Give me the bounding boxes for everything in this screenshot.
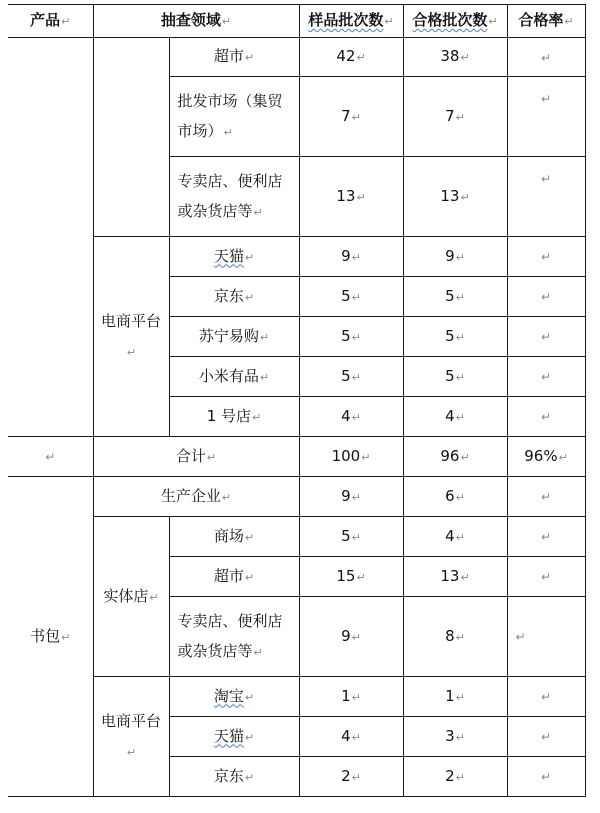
total-product-cell: ↵ <box>8 437 93 477</box>
qualified-cell: 1↵ <box>403 677 507 717</box>
total-row <box>8 437 585 477</box>
table-row <box>8 677 585 717</box>
table-row <box>8 517 585 557</box>
samples-cell: 42↵ <box>299 38 403 77</box>
place-cell: 批发市场（集贸市场）↵ <box>169 77 299 157</box>
qualified-cell: 5↵ <box>403 317 507 357</box>
rate-cell: ↵ <box>507 237 585 277</box>
place-cell: 小米有品↵ <box>169 357 299 397</box>
rate-cell: ↵ <box>507 677 585 717</box>
rate-cell: ↵ <box>507 717 585 757</box>
place-cell: 天猫↵ <box>169 717 299 757</box>
total-samples-cell: 100↵ <box>299 437 403 477</box>
header-sample-batches: 样品批次数↵ <box>299 5 403 38</box>
header-scope: 抽查领域↵ <box>93 5 299 38</box>
place-cell: 天猫↵ <box>169 237 299 277</box>
place-cell: 1 号店↵ <box>169 397 299 437</box>
qualified-cell: 2↵ <box>403 757 507 797</box>
group-b-product-cell: 书包↵ <box>8 477 93 797</box>
samples-cell: 1↵ <box>299 677 403 717</box>
header-qualified-batches: 合格批次数↵ <box>403 5 507 38</box>
samples-cell: 15↵ <box>299 557 403 597</box>
samples-cell: 2↵ <box>299 757 403 797</box>
rate-cell: ↵ <box>507 357 585 397</box>
qualified-cell: 13↵ <box>403 557 507 597</box>
place-cell: 专卖店、便利店或杂货店等↵ <box>169 597 299 677</box>
rate-cell: ↵ <box>507 517 585 557</box>
place-cell: 京东↵ <box>169 757 299 797</box>
place-cell: 京东↵ <box>169 277 299 317</box>
total-qualified-cell: 96↵ <box>403 437 507 477</box>
qualified-cell: 4↵ <box>403 397 507 437</box>
total-label-cell: 合计↵ <box>93 437 299 477</box>
samples-cell: 4↵ <box>299 397 403 437</box>
rate-cell: ↵ <box>507 38 585 77</box>
place-cell: 超市↵ <box>169 38 299 77</box>
group-a-product-cell <box>8 38 93 437</box>
place-cell: 淘宝↵ <box>169 677 299 717</box>
rate-cell: ↵ <box>507 597 585 677</box>
rate-cell: ↵ <box>507 277 585 317</box>
samples-cell: 4↵ <box>299 717 403 757</box>
qualified-cell: 5↵ <box>403 357 507 397</box>
samples-cell: 5↵ <box>299 317 403 357</box>
group-b-physical-label: 实体店↵ <box>93 517 169 677</box>
qualified-cell: 9↵ <box>403 237 507 277</box>
samples-cell: 9↵ <box>299 597 403 677</box>
table-header-row <box>8 5 585 38</box>
place-cell: 超市↵ <box>169 557 299 597</box>
qualified-cell: 8↵ <box>403 597 507 677</box>
qualified-cell: 7↵ <box>403 77 507 157</box>
group-a-ecommerce-label: 电商平台↵ <box>93 237 169 437</box>
place-cell: 专卖店、便利店或杂货店等↵ <box>169 157 299 237</box>
rate-cell: ↵ <box>507 477 585 517</box>
samples-cell: 13↵ <box>299 157 403 237</box>
rate-cell: ↵ <box>507 77 585 157</box>
samples-cell: 9↵ <box>299 477 403 517</box>
inspection-table <box>8 4 586 797</box>
qualified-cell: 38↵ <box>403 38 507 77</box>
producer-cell: 生产企业↵ <box>93 477 299 517</box>
qualified-cell: 5↵ <box>403 277 507 317</box>
rate-cell: ↵ <box>507 317 585 357</box>
qualified-cell: 3↵ <box>403 717 507 757</box>
place-cell: 苏宁易购↵ <box>169 317 299 357</box>
qualified-cell: 6↵ <box>403 477 507 517</box>
table-row <box>8 38 585 77</box>
total-rate-cell: 96%↵ <box>507 437 585 477</box>
samples-cell: 9↵ <box>299 237 403 277</box>
samples-cell: 7↵ <box>299 77 403 157</box>
group-b-ecommerce-label: 电商平台↵ <box>93 677 169 797</box>
table-row <box>8 237 585 277</box>
rate-cell: ↵ <box>507 157 585 237</box>
rate-cell: ↵ <box>507 757 585 797</box>
header-product: 产品↵ <box>8 5 93 38</box>
samples-cell: 5↵ <box>299 517 403 557</box>
samples-cell: 5↵ <box>299 357 403 397</box>
place-cell: 商场↵ <box>169 517 299 557</box>
header-pass-rate: 合格率↵ <box>507 5 585 38</box>
rate-cell: ↵ <box>507 397 585 437</box>
table-row <box>8 477 585 517</box>
qualified-cell: 4↵ <box>403 517 507 557</box>
qualified-cell: 13↵ <box>403 157 507 237</box>
group-a-offline-cell <box>93 38 169 237</box>
samples-cell: 5↵ <box>299 277 403 317</box>
rate-cell: ↵ <box>507 557 585 597</box>
